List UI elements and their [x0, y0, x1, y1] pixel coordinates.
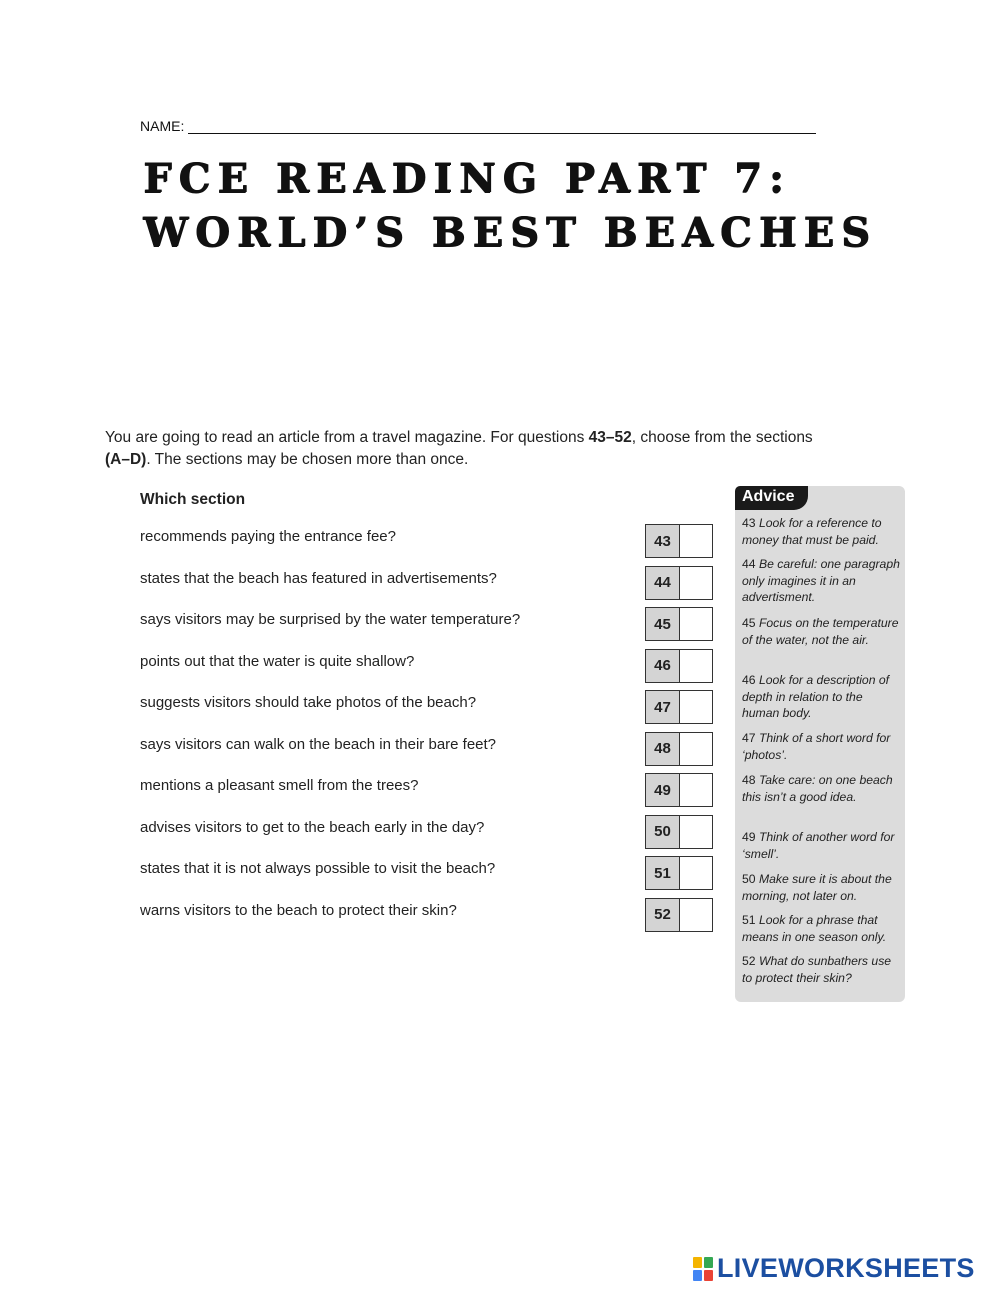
advice-number: 52	[742, 954, 756, 968]
answer-number: 50	[646, 816, 680, 848]
advice-item-46	[742, 672, 902, 722]
answer-input[interactable]	[680, 774, 712, 806]
answer-box-50	[645, 815, 713, 849]
answer-input[interactable]	[680, 899, 712, 931]
advice-title: Advice	[735, 486, 808, 510]
answer-box-43	[645, 524, 713, 558]
answer-input[interactable]	[680, 857, 712, 889]
answer-input[interactable]	[680, 567, 712, 599]
logo-icon	[693, 1257, 713, 1281]
advice-number: 50	[742, 872, 756, 886]
question-51: states that it is not always possible to visit the beach?	[140, 860, 496, 877]
answer-input[interactable]	[680, 816, 712, 848]
answer-number: 49	[646, 774, 680, 806]
answer-input[interactable]	[680, 608, 712, 640]
instructions-part1: You are going to read an article from a travel magazine. For questions	[105, 429, 589, 446]
question-52: warns visitors to the beach to protect their skin?	[140, 901, 457, 919]
advice-text: Focus on the temperature of the water, not the air.	[742, 616, 899, 647]
advice-text: Make sure it is about the morning, not later on.	[742, 872, 892, 903]
name-field[interactable]	[188, 119, 816, 134]
advice-number: 48	[742, 773, 756, 787]
advice-number: 49	[742, 830, 756, 844]
answer-number: 44	[646, 567, 680, 599]
advice-item-48	[742, 772, 902, 805]
answer-input[interactable]	[680, 525, 712, 557]
advice-number: 47	[742, 731, 756, 745]
advice-number: 43	[742, 516, 756, 530]
advice-item-49	[742, 829, 902, 862]
question-50: advises visitors to get to the beach early in the day?	[140, 818, 485, 836]
answer-number: 47	[646, 691, 680, 723]
question-44: states that the beach has featured in advertisements?	[140, 569, 497, 587]
question-48: says visitors can walk on the beach in their bare feet?	[140, 735, 497, 753]
advice-item-51	[742, 912, 902, 945]
answer-input[interactable]	[680, 691, 712, 723]
logo-text: LIVEWORKSHEETS	[717, 1253, 975, 1283]
instructions-sections: (A–D)	[105, 451, 147, 468]
advice-number: 46	[742, 673, 756, 687]
answer-input[interactable]	[680, 650, 712, 682]
answer-input[interactable]	[680, 733, 712, 765]
question-45: says visitors may be surprised by the water temperature?	[140, 611, 521, 628]
logo-block	[693, 1270, 702, 1281]
answer-number: 52	[646, 899, 680, 931]
advice-text: Look for a description of depth in relation to the human body.	[742, 673, 890, 720]
answer-box-48	[645, 732, 713, 766]
advice-item-47	[742, 730, 902, 763]
advice-text: Think of a short word for ‘photos’.	[742, 731, 891, 762]
instructions-part2: , choose from the sections	[631, 429, 813, 446]
advice-item-43	[742, 515, 902, 548]
answer-box-46	[645, 649, 713, 683]
answer-number: 45	[646, 608, 680, 640]
advice-text: Take care: on one beach this isn’t a good idea.	[742, 773, 893, 804]
advice-item-45	[742, 615, 902, 648]
advice-number: 45	[742, 616, 756, 630]
logo-block	[704, 1257, 713, 1268]
advice-number: 51	[742, 913, 756, 927]
answer-number: 46	[646, 650, 680, 682]
advice-item-52	[742, 953, 902, 986]
answer-box-51	[645, 856, 713, 890]
advice-text: What do sunbathers use to protect their skin?	[742, 954, 892, 985]
advice-item-44	[742, 556, 902, 606]
advice-text: Look for a reference to money that must be paid.	[742, 516, 882, 547]
question-49: mentions a pleasant smell from the trees?	[140, 777, 419, 794]
advice-panel	[735, 486, 905, 1002]
answer-box-47	[645, 690, 713, 724]
answer-box-44	[645, 566, 713, 600]
instructions	[105, 427, 895, 471]
page-title: FCE READING PART 7: WORLD’S BEST BEACHES	[143, 155, 877, 256]
answer-box-52	[645, 898, 713, 932]
answer-box-45	[645, 607, 713, 641]
advice-text: Think of another word for ‘smell’.	[742, 830, 895, 861]
logo-block	[704, 1270, 713, 1281]
name-line	[140, 118, 816, 134]
advice-item-50	[742, 871, 902, 904]
answer-number: 43	[646, 525, 680, 557]
liveworksheets-logo	[693, 1253, 975, 1284]
answer-number: 48	[646, 733, 680, 765]
answer-number: 51	[646, 857, 680, 889]
instructions-range: 43–52	[588, 429, 632, 446]
logo-block	[693, 1257, 702, 1268]
advice-number: 44	[742, 557, 756, 571]
which-section-heading: Which section	[140, 491, 246, 508]
question-47: suggests visitors should take photos of the beach?	[140, 694, 477, 711]
name-label: NAME:	[140, 118, 185, 134]
question-46: points out that the water is quite shallow?	[140, 652, 415, 670]
answer-box-49	[645, 773, 713, 807]
advice-text: Be careful: one paragraph only imagines it in an advertisment.	[742, 557, 900, 604]
question-43: recommends paying the entrance fee?	[140, 528, 396, 545]
instructions-part3: . The sections may be chosen more than once.	[146, 451, 469, 468]
advice-text: Look for a phrase that means in one season only.	[742, 913, 887, 944]
